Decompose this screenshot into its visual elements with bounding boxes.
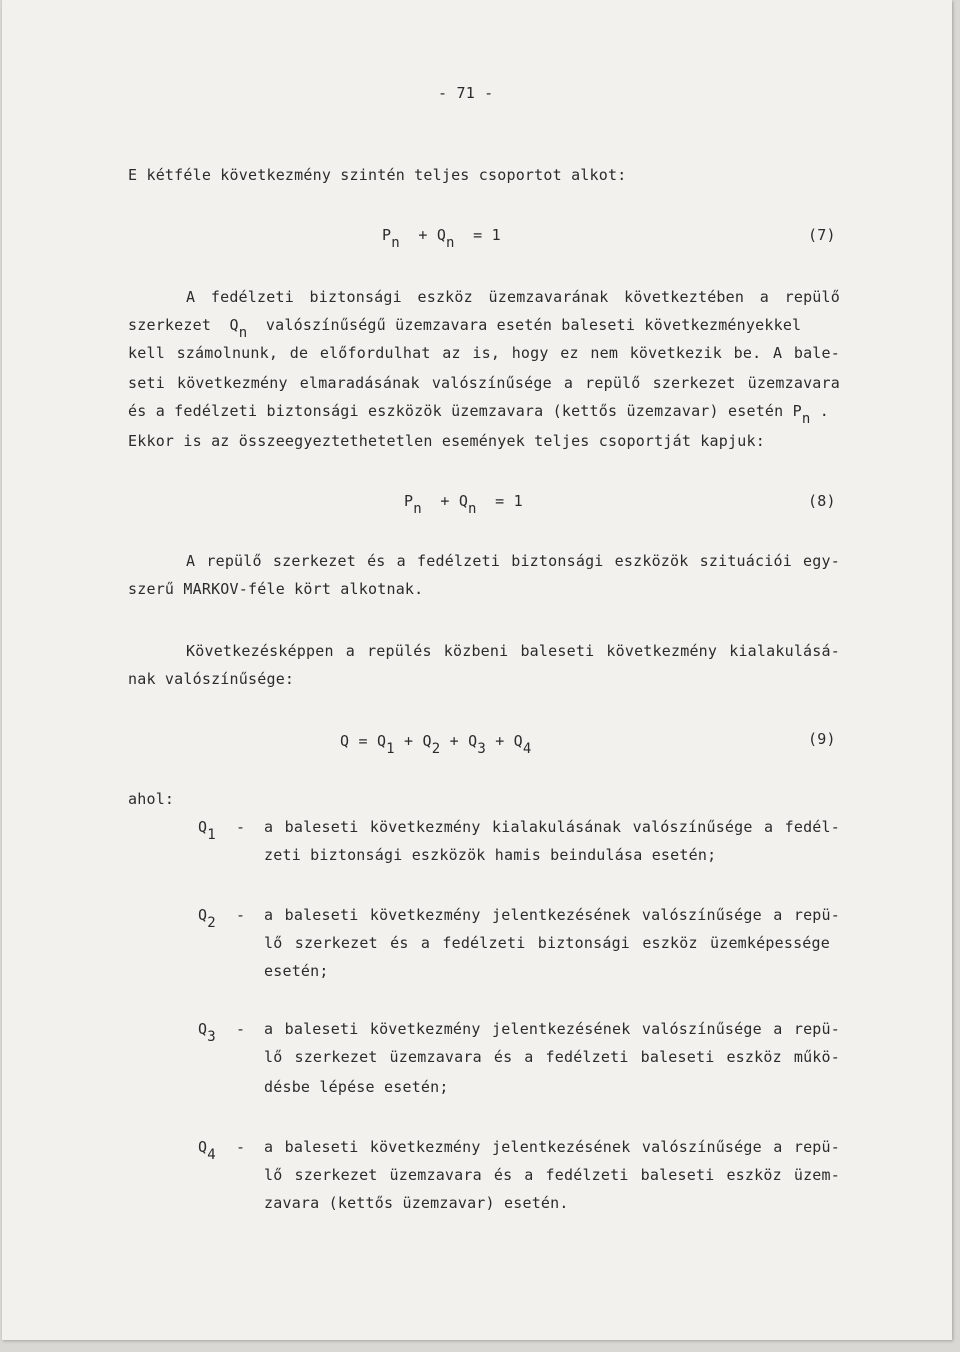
def-q3-line1: a baleseti következmény jelentkezésének valószínűsége a repü-	[264, 1020, 840, 1038]
eq8-equals: = 1	[495, 492, 523, 510]
equation-9: Q = Q1 + Q2 + Q3 + Q4	[340, 732, 532, 757]
para1-line2: szerkezet Qn valószínűségű üzemzavara esetén baleseti következményekkel	[128, 316, 802, 341]
def-q4-dash: -	[236, 1138, 246, 1156]
document-page	[2, 0, 952, 1340]
def-q2-line2: lő szerkezet és a fedélzeti biztonsági eszköz üzemképessége	[264, 934, 830, 952]
eq8-q: Q	[458, 492, 469, 510]
para1-line3: kell számolnunk, de előfordulhat az is, hogy ez nem következik be. A bale-	[128, 344, 840, 362]
para1-p: P	[792, 402, 802, 420]
page-number: - 71 -	[438, 84, 494, 102]
eq7-p: P	[382, 226, 392, 244]
def-q1-line2: zeti biztonsági eszközök hamis beindulása esetén;	[264, 846, 717, 864]
eq7-q-sub: n	[446, 235, 455, 251]
def-q1-dash: -	[236, 818, 246, 836]
def-q4-line3: zavara (kettős üzemzavar) esetén.	[264, 1194, 569, 1212]
equation-9-number: (9)	[808, 730, 836, 748]
def-q2-dash: -	[236, 906, 246, 924]
def-q4-line1: a baleseti következmény jelentkezésének valószínűsége a repü-	[264, 1138, 840, 1156]
eq7-q: Q	[436, 226, 447, 244]
def-q4-line2: lő szerkezet üzemzavara és a fedélzeti baleseti eszköz üzem-	[264, 1166, 840, 1184]
eq8-p-sub: n	[413, 501, 422, 517]
def-q3-line2: lő szerkezet üzemzavara és a fedélzeti baleseti eszköz műkö-	[264, 1048, 840, 1066]
def-q2-line1: a baleseti következmény jelentkezésének valószínűsége a repü-	[264, 906, 840, 924]
eq8-p: P	[404, 492, 414, 510]
para2-line2: szerű MARKOV-féle kört alkotnak.	[128, 580, 424, 598]
para3-line1: Következésképpen a repülés közbeni baleseti következmény kialakulásá-	[186, 642, 840, 660]
def-q2-symbol: Q2	[198, 906, 216, 931]
ahol-label: ahol:	[128, 790, 175, 808]
def-q3-symbol: Q3	[198, 1020, 216, 1045]
eq7-p-sub: n	[391, 235, 400, 251]
equation-8	[404, 492, 523, 517]
def-q3-line3: désbe lépése esetén;	[264, 1078, 449, 1096]
para1-line6: Ekkor is az összeegyeztethetetlen események teljes csoportját kapjuk:	[128, 432, 765, 450]
para1-line4: seti következmény elmaradásának valószínűsége a repülő szerkezet üzemzavara	[128, 374, 840, 392]
equation-7	[382, 226, 501, 251]
para1-line1: A fedélzeti biztonsági eszköz üzemzavarának következtében a repülő	[186, 288, 840, 306]
def-q3-dash: -	[236, 1020, 246, 1038]
equation-7-number: (7)	[808, 226, 836, 244]
def-q1-line1: a baleseti következmény kialakulásának valószínűsége a fedél-	[264, 818, 840, 836]
def-q2-line3: esetén;	[264, 962, 329, 980]
para1-line5: és a fedélzeti biztonsági eszközök üzemzavara (kettős üzemzavar) esetén Pn .	[128, 402, 829, 427]
eq8-q-sub: n	[468, 501, 477, 517]
para2-line1: A repülő szerkezet és a fedélzeti biztonsági eszközök szituációi egy-	[186, 552, 840, 570]
eq7-plus: +	[418, 226, 428, 244]
para1-q: Q	[229, 316, 239, 334]
eq8-plus: +	[440, 492, 450, 510]
def-q1-symbol: Q1	[198, 818, 216, 843]
def-q4-symbol: Q4	[198, 1138, 216, 1163]
intro-text: E kétféle következmény szintén teljes csoportot alkot:	[128, 166, 627, 184]
para3-line2: nak valószínűsége:	[128, 670, 295, 688]
equation-8-number: (8)	[808, 492, 836, 510]
eq7-equals: = 1	[473, 226, 501, 244]
